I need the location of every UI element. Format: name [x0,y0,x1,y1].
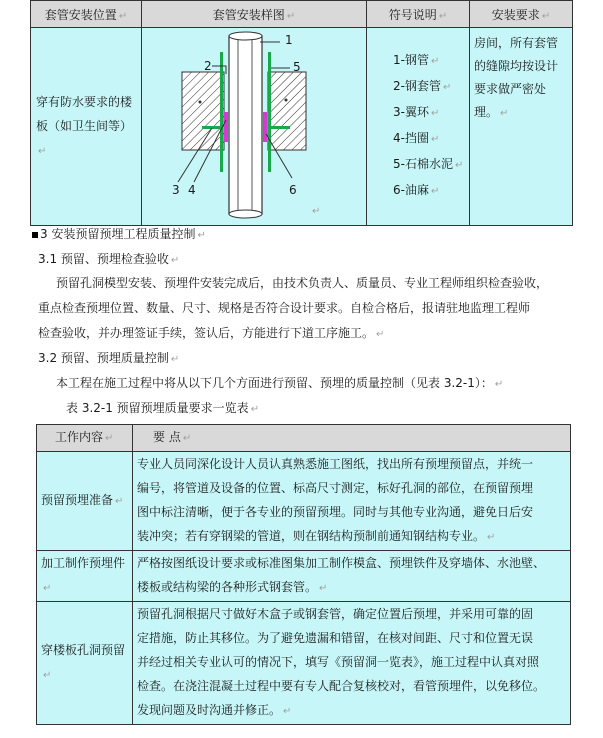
symbol-item: 2-钢套管 ↵ [393,79,452,93]
paragraph-line: 预留孔洞模型安装、预埋件安装完成后，由技术负责人、质量员、专业工程师组织检查验收， [56,276,549,290]
paragraph-line: 本工程在施工过程中将从以下几个方面进行预留、预埋的质量控制（见表 3.2-1）： ↵ [56,376,504,390]
oakum-right [263,112,267,142]
table-row [31,28,573,226]
install-position-cell: 穿有防水要求的楼板（如卫生间等）↵ [31,28,142,226]
slab-right [268,72,306,150]
sleeve-install-table [30,0,573,226]
slab-left [182,72,224,150]
key-points-cell: 预留孔洞根据尺寸做好木盒子或钢套管，确定位置后预埋，并采用可靠的固 定措施，防止其移位。为了避免遗漏和错留，在核对间距、尺寸和位置无误 并经过相关专业认可的情况下，填写《预留洞一览表》，施工过程中认真对照 检查。在浇注混凝土过程中要有专人配合复核校对，看管预埋件，以免移位。 发现问题及时沟通并修正。 ↵ [133,602,571,725]
symbol-item: 5-石棉水泥 ↵ [393,157,464,171]
wing-ring-right [270,126,290,129]
paragraph-line: 检查验收，并办理签证手续，签认后，方能进行下道工序施工。 ↵ [38,326,385,340]
oakum-left [224,112,228,142]
header-cell: 套管安装位置 ↵ [31,1,142,28]
table-caption: 表 3.2-1 预留预埋质量要求一览表 ↵ [66,401,260,415]
diagram-cell [142,28,367,226]
symbol-list-cell [367,28,470,226]
diagram-label-3: 3 [172,183,180,197]
steel-pipe [229,36,262,214]
diagram-label-6: 6 [289,183,297,197]
table-row [37,602,571,725]
symbol-item: 6-油麻 ↵ [393,183,440,197]
table-header-row [31,1,573,28]
install-requirement-cell: 房间，所有套管的缝隙均按设计要求做严密处理。 ↵ [470,28,573,226]
steel-sleeve-right [268,52,271,172]
work-item-cell: 加工制作预埋件↵ [37,551,133,602]
subsection-heading-3-2: 3.2 预留、预埋质量控制 ↵ [38,351,180,365]
work-item-cell: 预留预埋准备 ↵ [37,452,133,551]
header-cell: 工作内容 ↵ [37,425,133,452]
work-item-cell: 穿楼板孔洞预留↵ [37,602,133,725]
table-header-row [37,425,571,452]
header-cell: 要 点 ↵ [133,425,571,452]
diagram-label-4: 4 [188,183,196,197]
section-heading: 3 安装预留预埋工程质量控制 ↵ [32,225,206,245]
key-points-cell: 严格按图纸设计要求或标准图集加工制作模盒、预埋铁件及穿墙体、水池壁、 楼板或结构梁的各种形式钢套管。 ↵ [133,551,571,602]
sleeve-diagram [142,28,367,225]
symbol-item: 3-翼环 ↵ [393,105,440,119]
paragraph-line: 重点检查预埋位置、数量、尺寸、规格是否符合设计要求。自检合格后，报请驻地监理工程师 [38,301,531,315]
key-points-cell: 专业人员同深化设计人员认真熟悉施工图纸，找出所有预埋预留点，并统一 编号，将管道及设备的位置、标高尺寸测定，标好孔洞的部位，在预留预埋 图中标注清晰，便于各专业的预留预埋。同时与其他专业沟通，避免日后安 装冲突；若有穿钢梁的管道，则在钢结构预制前通知钢结构专业。 ↵ [133,452,571,551]
diagram-label-1: 1 [285,33,293,47]
subsection-heading-3-1: 3.1 预留、预埋检查验收 ↵ [38,252,180,266]
table-row [37,452,571,551]
steel-sleeve-left [220,52,223,172]
header-cell: 套管安装样图 ↵ [142,1,367,28]
table-row [37,551,571,602]
symbol-item: 1-钢管 ↵ [393,53,440,67]
header-cell: 安装要求 ↵ [470,1,573,28]
header-cell: 符号说明 ↵ [367,1,470,28]
symbol-item: 4-挡圈 ↵ [393,131,440,145]
diagram-label-5: 5 [293,60,301,74]
diagram-label-2: 2 [204,59,212,73]
quality-requirements-table [36,424,571,725]
svg-text:↵: ↵ [312,206,321,217]
